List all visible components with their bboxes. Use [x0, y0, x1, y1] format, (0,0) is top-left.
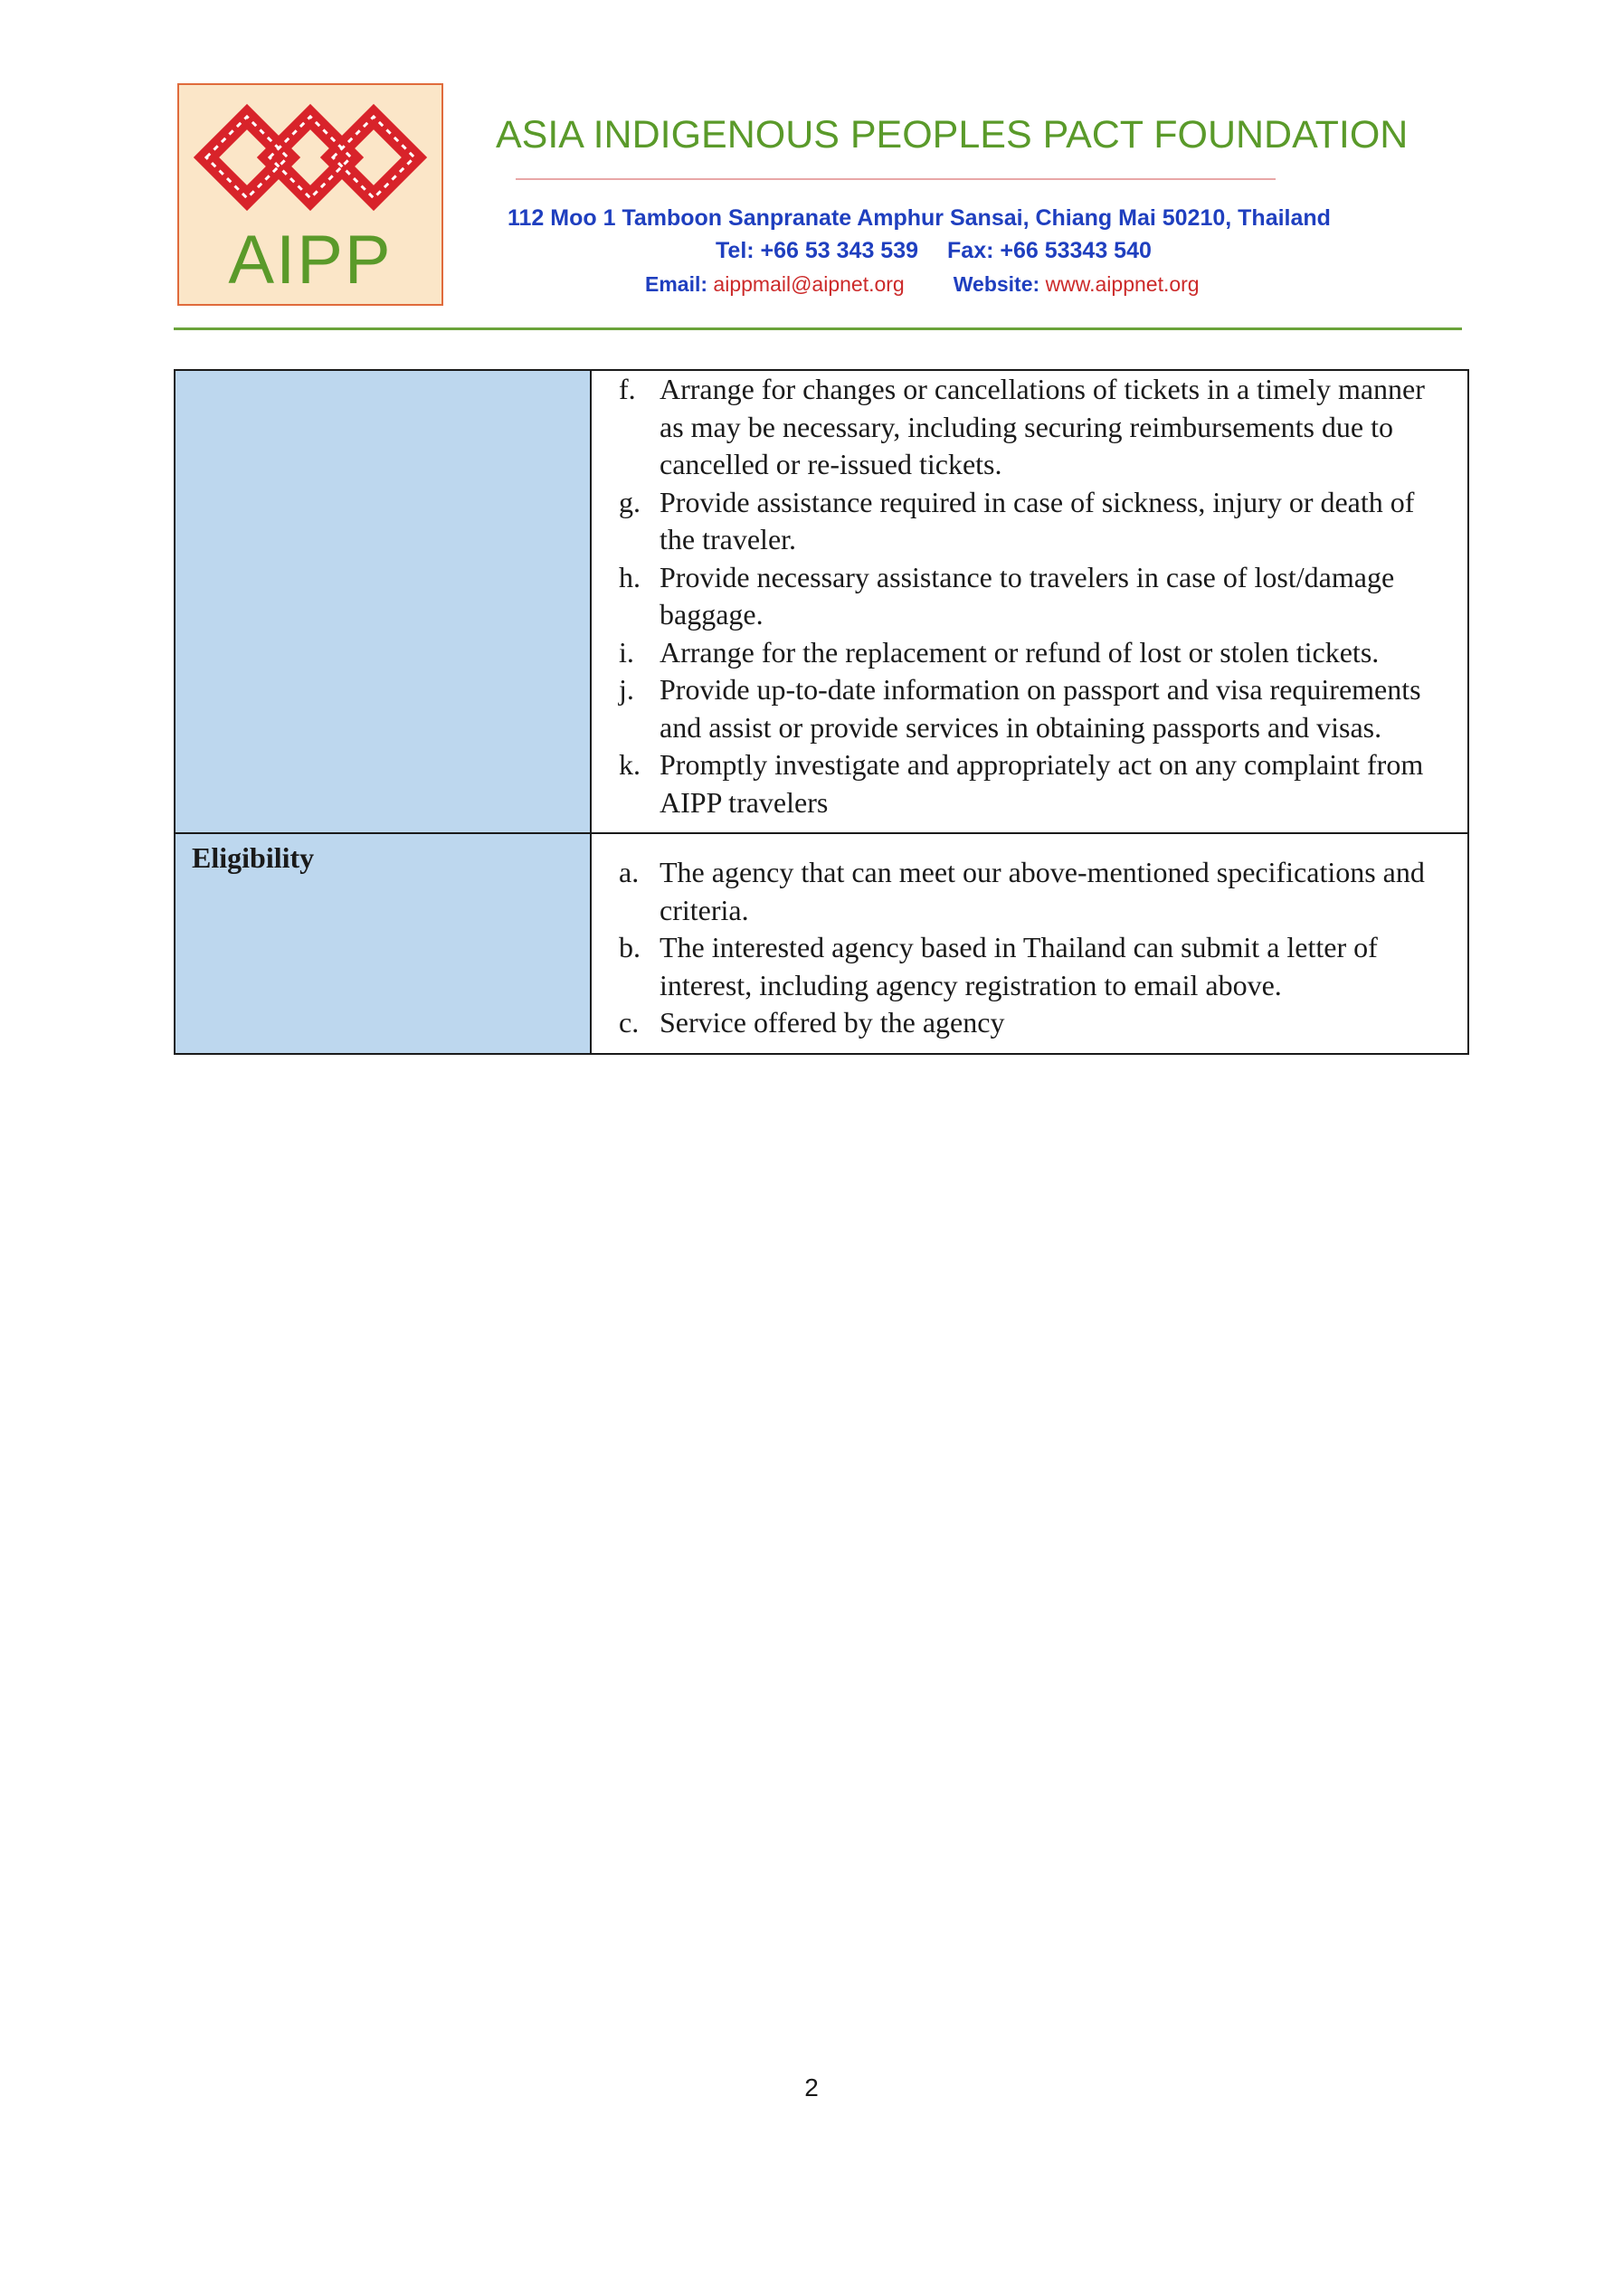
list-marker: g.: [619, 485, 641, 518]
list-item: [592, 746, 1467, 821]
fax: Fax: +66 53343 540: [947, 238, 1152, 263]
list-item-text: Provide up-to-date information on passport and visa requirements and assist or provide services in obtaining passports and visas.: [660, 673, 1421, 744]
organization-name: ASIA INDIGENOUS PEOPLES PACT FOUNDATION: [496, 113, 1409, 157]
list-item-text: Arrange for changes or cancellations of tickets in a timely manner as may be necessary, including securing reimbursements due to cancelled or re-issued tickets.: [660, 373, 1425, 480]
list-item: [592, 929, 1467, 1004]
list-item: [592, 371, 1467, 484]
list-item-text: Arrange for the replacement or refund of lost or stolen tickets.: [660, 635, 1380, 669]
phone-line: [716, 237, 1152, 264]
website-label: Website:: [953, 272, 1040, 296]
telephone: Tel: +66 53 343 539: [716, 238, 919, 263]
list-marker: k.: [619, 748, 641, 781]
email-link[interactable]: aippmail@aipnet.org: [713, 272, 905, 296]
row-content-cell: [591, 370, 1468, 833]
list-item: [592, 559, 1467, 634]
list-marker: i.: [619, 635, 634, 669]
row-label-cell: [175, 370, 591, 833]
list-marker: h.: [619, 560, 641, 593]
list-item-text: The agency that can meet our above-mentioned specifications and criteria.: [660, 856, 1425, 926]
list-item-text: The interested agency based in Thailand can submit a letter of interest, including agency registration to email above.: [660, 931, 1378, 1001]
list-marker: j.: [619, 673, 634, 706]
table-row: [175, 833, 1468, 1054]
contact-line: [645, 272, 1200, 298]
list-marker: f.: [619, 373, 636, 405]
title-underline: [516, 178, 1276, 180]
email-label: Email:: [645, 272, 708, 296]
row-label: [176, 371, 590, 376]
list-item: [592, 671, 1467, 746]
table-row: [175, 370, 1468, 833]
header-divider: [174, 327, 1462, 330]
list-marker: c.: [619, 1006, 640, 1039]
list-item: [592, 854, 1467, 929]
list-item-text: Provide necessary assistance to travelers in case of lost/damage baggage.: [660, 560, 1395, 631]
knot-emblem-icon: [179, 85, 441, 221]
postal-address: 112 Moo 1 Tamboon Sanpranate Amphur Sansai, Chiang Mai 50210, Thailand: [508, 205, 1331, 231]
list-item-text: Provide assistance required in case of sickness, injury or death of the traveler.: [660, 485, 1415, 555]
aipp-logo: [177, 83, 443, 306]
list-marker: b.: [619, 931, 641, 963]
website-link[interactable]: www.aippnet.org: [1045, 272, 1200, 296]
row-content-cell: [591, 833, 1468, 1054]
list-item-text: Promptly investigate and appropriately act on any complaint from AIPP travelers: [660, 748, 1424, 819]
row-label: Eligibility: [192, 841, 315, 874]
logo-wordmark: AIPP: [228, 222, 393, 299]
list-item: [592, 484, 1467, 559]
list-item: [592, 1004, 1467, 1042]
page-number: 2: [804, 2073, 819, 2102]
list-marker: a.: [619, 856, 640, 888]
list-item-text: Service offered by the agency: [660, 1006, 1005, 1039]
list-item: [592, 634, 1467, 672]
row-label-cell: [175, 833, 591, 1054]
requirements-table: [174, 369, 1469, 1055]
